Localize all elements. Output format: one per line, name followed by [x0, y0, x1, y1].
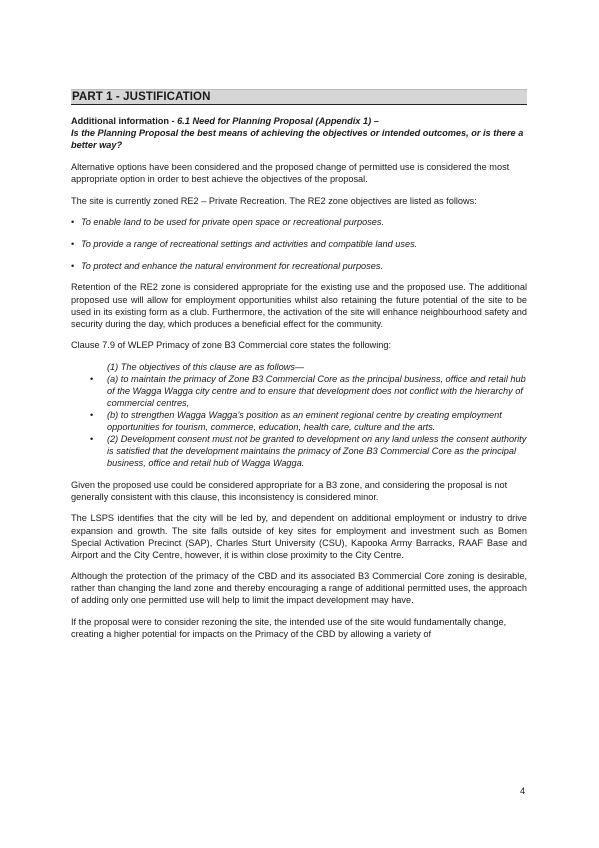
paragraph-alternative-options: Alternative options have been considered and the proposed change of permitted use is considered the most appropriate option in order to best achieve the objectives of the proposal. — [71, 162, 510, 185]
heading-reference: 6.1 Need for Planning Proposal (Appendix 1) – — [177, 116, 379, 126]
document-body — [71, 115, 527, 649]
objective-text: To provide a range of recreational settings and activities and compatible land uses. — [81, 239, 418, 250]
objective-text: To enable land to be used for private open space or recreational purposes. — [81, 217, 385, 228]
paragraph-cbd-primacy: Although the protection of the primacy of the CBD and its associated B3 Commercial Core zoning is desirable, rather than changing the land zone and thereby encouraging a range of additional permitted uses, the approach of adding only one permitted use will help to limit the impact development may have. — [71, 571, 527, 606]
paragraph-retention: Retention of the RE2 zone is considered appropriate for the existing use and the proposed use. The additional proposed use will allow for employment opportunities whilst also retaining the future potential of the site to be used in its existing form as a club. Furthermore, the activation of the site will enhance neighbourhood safety and security during the day, which produces a beneficial effect for the community. — [71, 282, 527, 329]
paragraph-current-zoning: The site is currently zoned RE2 – Private Recreation. The RE2 zone objectives are listed as follows: — [71, 195, 477, 206]
section-title: PART 1 - JUSTIFICATION — [71, 89, 527, 105]
paragraph-clause-intro: Clause 7.9 of WLEP Primacy of zone B3 Commercial core states the following: — [71, 340, 392, 351]
clause-item — [90, 433, 527, 469]
clause-item-text: (b) to strengthen Wagga Wagga’s position as an eminent regional centre by creating employment opportunities for tourism, commerce, education, health care, culture and the arts. — [107, 410, 502, 433]
objective-text: To protect and enhance the natural environment for recreational purposes. — [81, 260, 384, 271]
heading-question: Is the Planning Proposal the best means of achieving the objectives or intended outcomes, or is there a better way? — [71, 128, 524, 151]
objective-item — [71, 260, 527, 272]
clause-intro: (1) The objectives of this clause are as follows— — [107, 361, 305, 372]
page-number: 4 — [520, 786, 526, 796]
clause-item — [90, 409, 527, 433]
clause-item-text: (2) Development consent must not be granted to development on any land unless the consent authority is satisfied that the development maintains the primacy of Zone B3 Commercial Core as the principal business, office and retail hub of Wagga Wagga. — [107, 434, 527, 469]
bullet-icon: • — [71, 260, 75, 271]
paragraph-lsps: The LSPS identifies that the city will be led by, and dependent on additional employment or industry to drive expansion and growth. The site falls outside of key sites for employment and investment such as Bomen Special Activation Precinct (SAP), Charles Sturt University (CSU), Kapooka Army Barracks, RAAF Base and Airport and the City Centre, however, it is within close proximity to the City Centre. — [71, 513, 527, 560]
clause-item-text: (a) to maintain the primacy of Zone B3 Commercial Core as the principal business, office and retail hub of the Wagga Wagga city centre and to ensure that development does not conflict with the hierarchy of commercial centres, — [107, 373, 526, 408]
objective-item — [71, 238, 527, 250]
paragraph-rezoning: If the proposal were to consider rezoning the site, the intended use of the site would fundamentally change, creating a higher potential for impacts on the Primacy of the CBD by allowing a variety of — [71, 616, 507, 639]
objective-item — [71, 216, 527, 228]
bullet-icon: • — [71, 239, 75, 250]
clause-item — [90, 373, 527, 409]
bullet-icon: • — [90, 434, 94, 445]
clause-quote — [90, 361, 527, 470]
paragraph-b3-consideration: Given the proposed use could be considered appropriate for a B3 zone, and considering the proposal is not generally consistent with this clause, this inconsistency is considered minor. — [71, 479, 508, 502]
bullet-icon: • — [90, 373, 94, 384]
heading-prefix: Additional information - — [71, 116, 178, 126]
additional-information-heading — [71, 115, 527, 151]
bullet-icon: • — [71, 217, 75, 228]
bullet-icon: • — [90, 410, 94, 421]
